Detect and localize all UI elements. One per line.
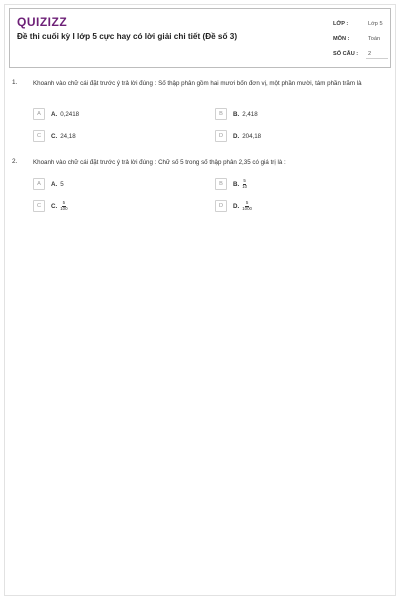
- worksheet-header: [9, 8, 391, 68]
- option-d-box[interactable]: D: [215, 130, 227, 142]
- option-a-box[interactable]: A: [33, 178, 45, 190]
- option-c-box[interactable]: C: [33, 200, 45, 212]
- meta-row-subject: [333, 31, 388, 46]
- option-text: 2,418: [242, 110, 258, 118]
- option-letter: B.: [233, 180, 240, 188]
- meta-label-subject: MÔN :: [333, 35, 350, 42]
- option-fraction: [242, 201, 252, 211]
- worksheet-meta: [333, 16, 388, 61]
- question-text: Khoanh vào chữ cái đặt trước ý trả lời đúng : Số thập phân gồm hai mươi bốn đơn vị, một phần mười, tám phần trăm là: [33, 80, 362, 87]
- option-letter: D.: [233, 202, 240, 210]
- question-number: 1.: [12, 79, 18, 86]
- option-letter: A.: [51, 110, 58, 118]
- option-letter: B.: [233, 110, 240, 118]
- option-a[interactable]: [33, 178, 64, 190]
- option-b[interactable]: [215, 178, 247, 190]
- meta-value-question-count: 2: [366, 49, 388, 59]
- meta-row-class: [333, 16, 388, 31]
- fraction-numerator: 5: [62, 199, 66, 205]
- option-d[interactable]: [215, 200, 252, 212]
- question-text: Khoanh vào chữ cái đặt trước ý trả lời đúng : Chữ số 5 trong số thập phân 2,35 có giá trị là :: [33, 159, 286, 166]
- fraction-denominator: 10: [242, 183, 248, 189]
- option-letter: C.: [51, 132, 58, 140]
- option-letter: C.: [51, 202, 58, 210]
- meta-value-subject: Toán: [368, 35, 381, 42]
- option-c-box[interactable]: C: [33, 130, 45, 142]
- quizizz-logo: QUIZIZZ: [17, 15, 68, 29]
- option-text: 0,2418: [60, 110, 80, 118]
- option-text: 24,18: [60, 132, 76, 140]
- fraction-numerator: 5: [245, 199, 249, 205]
- question-number: 2.: [12, 158, 18, 165]
- option-b-box[interactable]: B: [215, 108, 227, 120]
- option-text: 204,18: [242, 132, 262, 140]
- meta-value-class: Lớp 5: [368, 20, 383, 27]
- option-text: 5: [60, 180, 64, 188]
- page-title: Đề thi cuối kỳ I lớp 5 cực hay có lời giải chi tiết (Đề số 3): [17, 32, 238, 41]
- option-d-box[interactable]: D: [215, 200, 227, 212]
- meta-label-class: LỚP :: [333, 20, 349, 27]
- question-2: [12, 158, 386, 218]
- option-letter: D.: [233, 132, 240, 140]
- option-c[interactable]: [33, 200, 68, 212]
- fraction-numerator: 5: [243, 177, 246, 183]
- option-b-box[interactable]: B: [215, 178, 227, 190]
- option-a-box[interactable]: A: [33, 108, 45, 120]
- option-d[interactable]: [215, 130, 261, 142]
- meta-row-question-count: [333, 46, 388, 61]
- fraction-denominator: 100: [60, 205, 68, 211]
- option-a[interactable]: [33, 108, 79, 120]
- option-b[interactable]: [215, 108, 258, 120]
- option-c[interactable]: [33, 130, 76, 142]
- option-letter: A.: [51, 180, 58, 188]
- meta-label-question-count: SỐ CÂU :: [333, 50, 359, 57]
- question-1: [12, 79, 386, 149]
- option-fraction: [60, 201, 67, 211]
- fraction-denominator: 1000: [242, 205, 252, 211]
- option-fraction: [242, 179, 247, 189]
